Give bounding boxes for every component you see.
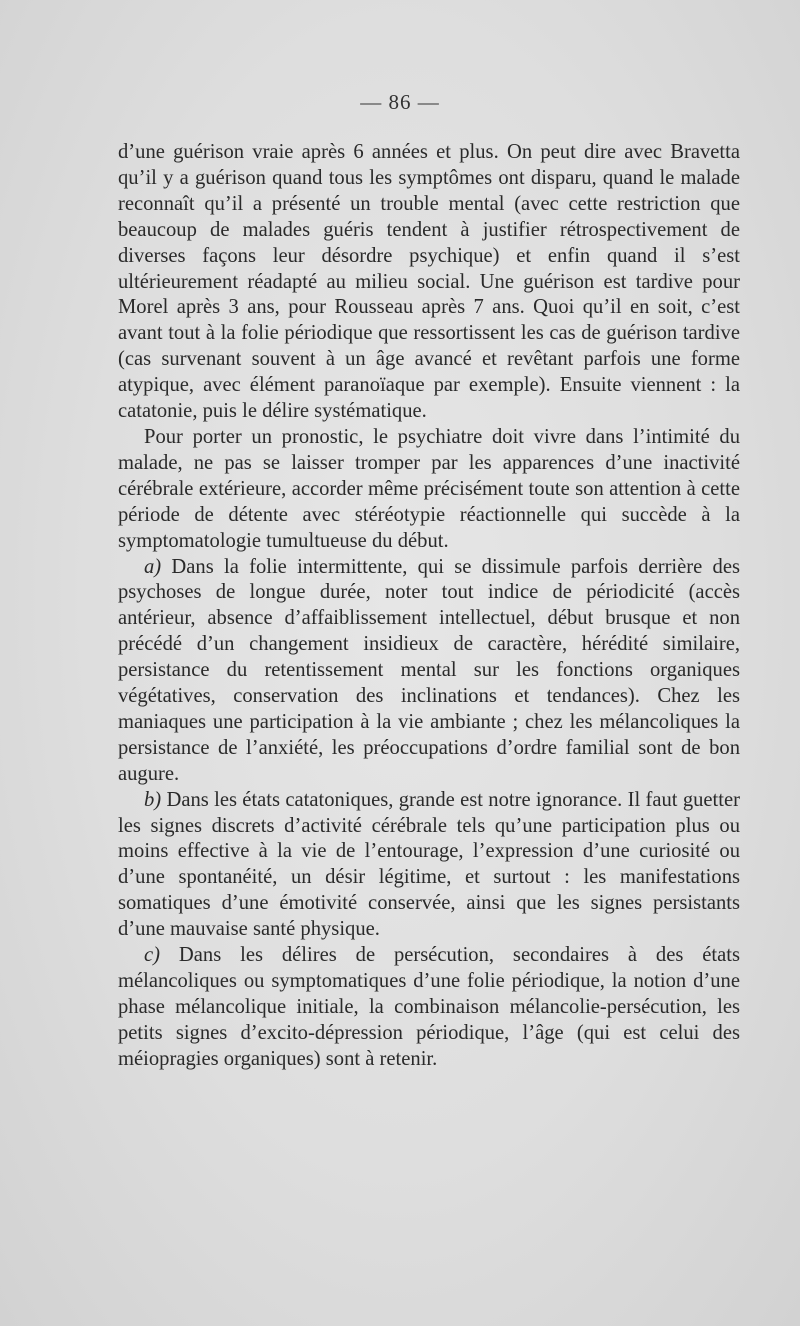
paragraph-text: d’une guérison vraie après 6 années et plus. On peut dire avec Bravetta qu’il y a guérison quand tous les symptômes ont disparu, quand le malade reconnaît qu’il a présenté un trouble mental (avec cette restriction que beaucoup de malades guéris tendent à justifier rétrospectivement de diverses façons leur désordre psychique) et enfin quand il s’est ultérieurement réadapté au milieu social. Une guérison est tardive pour Morel après 3 ans, pour Rousseau après 7 ans. Quoi qu’il en soit, c’est avant tout à la folie périodique que ressortissent les cas de guérison tardive (cas survenant souvent à un âge avancé et revêtant parfois une forme atypique, avec élément paranoïaque par exemple). Ensuite viennent : la catatonie, puis le délire systématique. [118, 141, 740, 423]
list-marker: b) [144, 788, 162, 811]
body-text [118, 140, 740, 1073]
list-marker: a) [144, 555, 162, 578]
paragraph-text: Pour porter un pronostic, le psychiatre doit vivre dans l’intimité du malade, ne pas se laisser tromper par les apparences d’une inactivité cérébrale extérieure, accorder même précisément toute son attention à cette période de détente avec stéréotypie réactionnelle qui succède à la symptomatologie tumultueuse du début. [118, 425, 740, 552]
paragraph-b [118, 788, 740, 943]
list-marker: c) [144, 944, 160, 967]
paragraph-text: Dans les états catatoniques, grande est notre ignorance. Il faut guetter les signes discrets d’activité cérébrale tels qu’une participation plus ou moins effective à la vie de l’entourage, l’expression d’une curiosité ou d’une spontanéité, un désir légitime, et surtout : les manifestations somatiques d’une émotivité conservée, ainsi que les signes persistants d’une mauvaise santé physique. [118, 788, 740, 941]
paragraph-text: Dans les délires de persécution, secondaires à des états mélancoliques ou symptomatiques d’une folie périodique, la notion d’une phase mélancolique initiale, la combinaison mélancolie-persécution, les petits signes d’excito-dépression périodique, l’âge (qui est celui des méiopragies organiques) sont à retenir. [118, 944, 740, 1070]
paragraph-a [118, 555, 740, 788]
paragraph-continuation [118, 140, 740, 425]
paragraph-text: Dans la folie intermittente, qui se dissimule parfois derrière des psychoses de longue durée, noter tout indice de périodicité (accès antérieur, absence d’affaiblissement intellectuel, début brusque et non précédé d’un changement insidieux de caractère, hérédité similaire, persistance du retentissement mental sur les fonctions organiques végétatives, conservation des inclinations et tendances). Chez les maniaques une participation à la vie ambiante ; chez les mélancoliques la persistance de l’anxiété, les préoccupations d’ordre familial sont de bon augure. [118, 555, 740, 785]
paragraph-c [118, 943, 740, 1073]
page-number: — 86 — [360, 90, 440, 114]
paragraph-pronostic [118, 425, 740, 555]
